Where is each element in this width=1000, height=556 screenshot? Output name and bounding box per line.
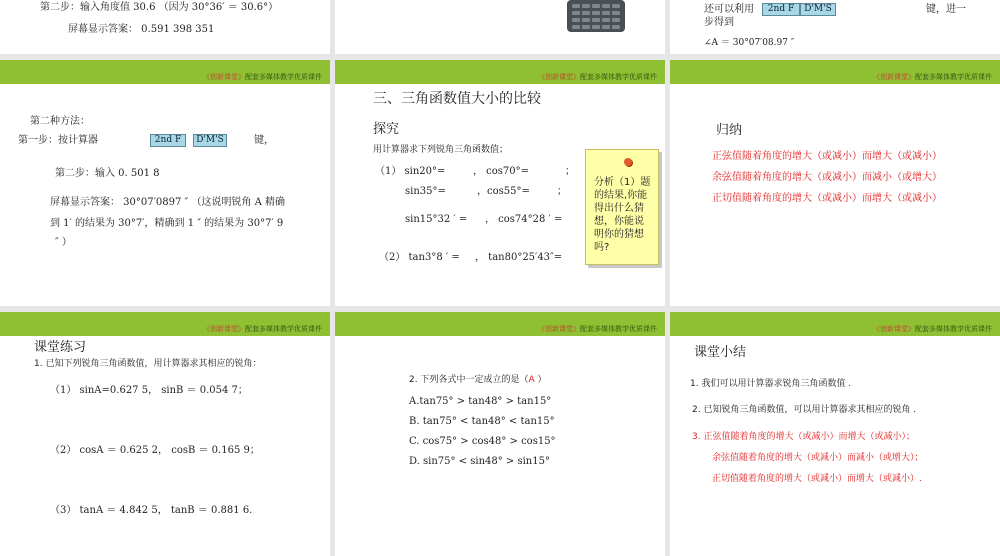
recap-title: 课堂小结 [694, 345, 747, 360]
practice-title: 课堂练习 [34, 340, 87, 355]
pin-icon [624, 158, 632, 166]
option-c: C. cos75° > cos48° > cos15° [409, 436, 556, 447]
display-line3: ″ ） [55, 237, 72, 248]
row2-sin: sin35°= [405, 186, 446, 197]
slide-7[interactable] [0, 312, 330, 556]
explore-title: 探究 [373, 122, 400, 137]
row1-end: ； [565, 166, 575, 177]
question-3: （3） tanA ＝ 4.842 5， tanB ＝ 0.881 6. [50, 505, 253, 516]
slide-6[interactable] [670, 60, 1000, 306]
banner-tag: 《创新课堂》配套多媒体教学优质课件 [873, 325, 992, 333]
row2-cos: ，cos55°= [477, 186, 530, 197]
recap-point-2: 2. 已知锐角三角函数值，可以用计算器求其相应的锐角 . [692, 405, 917, 415]
option-b: B. tan75° < tan48° < tan15° [409, 416, 555, 427]
recap-point-5: 正切值随着角度的增大（或减小）而增大（或减小）. [712, 474, 922, 484]
banner-tag: 《创新课堂》配套多媒体教学优质课件 [538, 325, 657, 333]
recap-point-4: 余弦值随着角度的增大（或减小）而减小（或增大）； [712, 453, 924, 463]
dms-key: D'M'S [193, 134, 227, 147]
slide-5[interactable] [335, 60, 665, 306]
step1-text: 第一步：按计算器 [18, 135, 98, 146]
slide-1[interactable] [0, 0, 330, 54]
row1-sin: （1） sin20°= [375, 166, 446, 177]
2ndf-key: 2nd F [762, 3, 800, 16]
display-line2: 到 1′ 的结果为 30°7′，精确到 1 ″ 的结果为 30°7′ 9 [50, 218, 284, 229]
tangent-rule: 正切值随着角度的增大（或减小）而增大（或减小） [712, 193, 942, 204]
2ndf-key: 2nd F [150, 134, 186, 147]
result-text: ∠A ＝ 30°07′08.97 ″ [704, 38, 795, 48]
sine-rule: 正弦值随着角度的增大（或减小）而增大（或减小） [712, 151, 942, 162]
dms-key: D'M'S [800, 3, 836, 16]
slide-4[interactable] [0, 60, 330, 306]
banner-tag: 《创新课堂》配套多媒体教学优质课件 [203, 73, 322, 81]
slide-9[interactable] [670, 312, 1000, 556]
line2-text: 步得到 [704, 17, 734, 28]
method-title: 第二种方法： [30, 116, 90, 127]
summary-title: 归纳 [716, 123, 743, 138]
banner-tag: 《创新课堂》配套多媒体教学优质课件 [203, 325, 322, 333]
cosine-rule: 余弦值随着角度的增大（或减小）而减小（或增大） [712, 172, 942, 183]
banner [335, 60, 665, 84]
step2-text: 第二步：输入 0. 501 8 [55, 168, 160, 179]
row4-tan2: ， tan80°25′43″= [475, 252, 563, 263]
row2-end: ； [557, 186, 567, 197]
question-1: （1） sinA=0.627 5， sinB ＝ 0.054 7； [50, 385, 248, 396]
banner [0, 312, 330, 336]
section-title: 三、三角函数值大小的比较 [373, 91, 541, 107]
line1-end-text: 键，进一 [926, 4, 966, 15]
line1-text: 还可以利用 [704, 4, 754, 15]
step2-text: 第二步：输入角度值 30.6 （因为 30°36′ ＝ 30.6°） [40, 2, 279, 13]
row3-cos: ， cos74°28 ′ = [485, 214, 563, 225]
display-line1: 屏幕显示答案： 30°07′0897 ″ （这说明锐角 A 精确 [50, 197, 286, 208]
row1-cos: ， cos70°= [473, 166, 530, 177]
slide-8[interactable] [335, 312, 665, 556]
option-d: D. sin75° < sin48° > sin15° [409, 456, 550, 467]
intro-text: 用计算器求下列锐角三角函数值； [373, 145, 509, 155]
banner [335, 312, 665, 336]
row4-tan1: （2） tan3°8 ′ = [379, 252, 460, 263]
question-text: 1. 已知下列锐角三角函数值，用计算器求其相应的锐角： [34, 359, 262, 369]
banner [0, 60, 330, 84]
display-text: 屏幕显示答案： 0.591 398 351 [68, 24, 215, 35]
slide-3[interactable] [670, 0, 1000, 54]
step1-end-text: 键， [254, 135, 274, 146]
choice-question: 2. 下列各式中一定成立的是（A ） [409, 375, 547, 385]
row3-sin: sin15°32 ′ = [405, 214, 468, 225]
banner [670, 312, 1000, 336]
banner-tag: 《创新课堂》配套多媒体教学优质课件 [538, 73, 657, 81]
option-a: A.tan75° > tan48° > tan15° [409, 396, 552, 407]
recap-point-1: 1. 我们可以用计算器求锐角三角函数值 . [690, 379, 852, 389]
recap-point-3: 3. 正弦值随着角度的增大（或减小）而增大（或减小）； [692, 432, 915, 442]
banner-tag: 《创新课堂》配套多媒体教学优质课件 [873, 73, 992, 81]
banner [670, 60, 1000, 84]
question-2: （2） cosA ＝ 0.625 2， cosB ＝ 0.165 9； [50, 445, 260, 456]
slide-2[interactable] [335, 0, 665, 54]
analysis-note: 分析（1）题的结果,你能得出什么猜想，你能说明你的猜想吗? [585, 149, 659, 265]
calculator-image [567, 0, 625, 32]
answer-text: A [528, 375, 535, 385]
